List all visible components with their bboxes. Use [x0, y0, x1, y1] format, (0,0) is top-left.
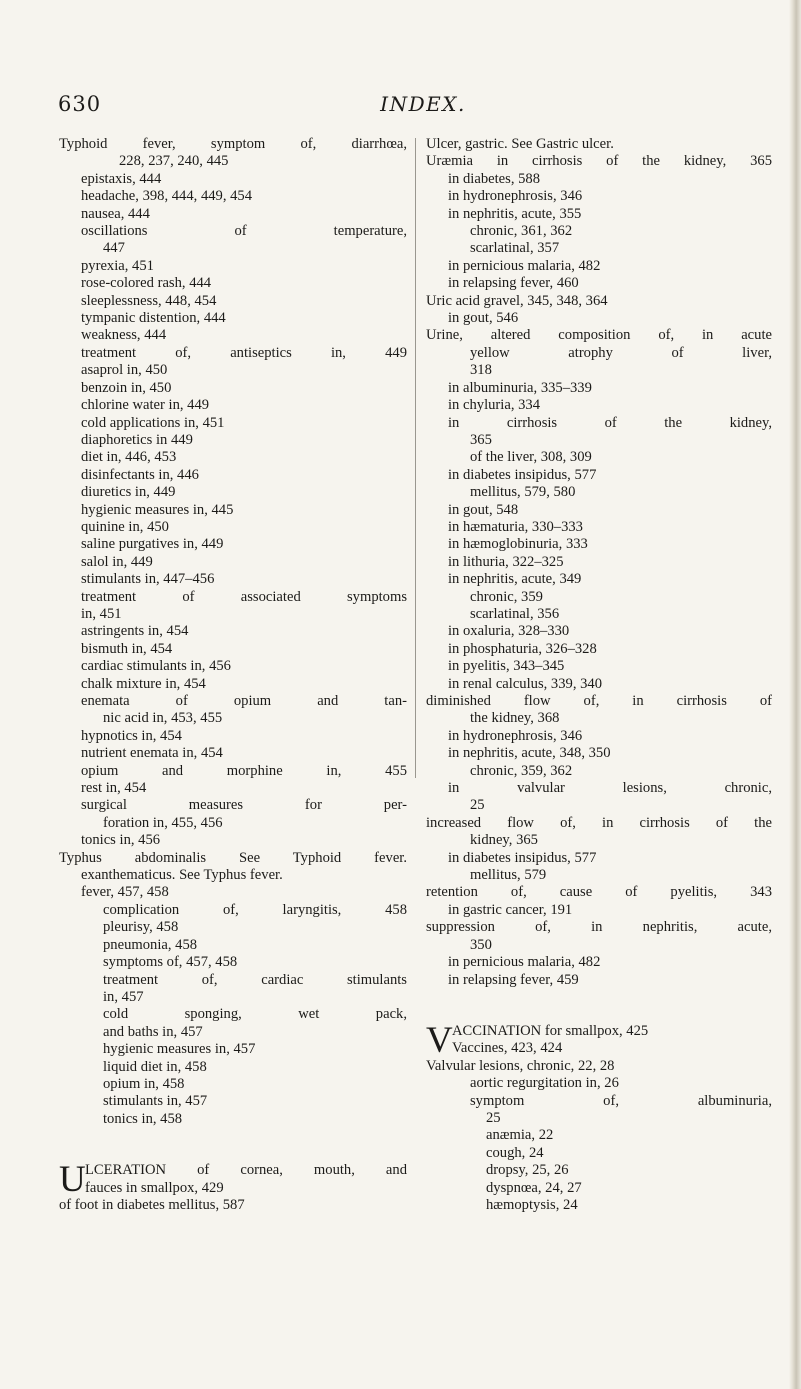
index-entry: mellitus, 579 — [470, 867, 547, 884]
index-entry: symptoms of, 457, 458 — [103, 954, 238, 971]
index-entry: in relapsing fever, 459 — [448, 971, 579, 988]
index-entry: in oxaluria, 328–330 — [448, 623, 570, 640]
index-entry: diet in, 446, 453 — [81, 449, 177, 466]
index-entry: in gastric cancer, 191 — [448, 901, 573, 918]
index-entry: oscillations of temperature, — [81, 223, 407, 240]
index-entry: 228, 237, 240, 445 — [119, 153, 229, 170]
index-entry: nic acid in, 453, 455 — [103, 710, 223, 727]
section-gap — [59, 1145, 407, 1162]
index-entry: suppression of, in nephritis, acute, — [426, 919, 772, 936]
index-entry: epistaxis, 444 — [81, 170, 162, 187]
index-entry: exanthematicus. See Typhus fever. — [81, 867, 283, 884]
index-entry: in pyelitis, 343–345 — [448, 658, 565, 675]
index-entry: complication of, laryngitis, 458 — [103, 901, 407, 918]
index-entry: yellow atrophy of liver, — [470, 344, 772, 361]
index-entry: 365 — [470, 431, 492, 448]
drop-capital: U — [59, 1159, 86, 1201]
index-entry: in gout, 548 — [448, 501, 519, 518]
index-entry-text: LCERATION of cornea, mouth, and — [85, 1162, 407, 1179]
index-entry: in relapsing fever, 460 — [448, 275, 579, 292]
index-entry: 447 — [103, 240, 125, 257]
index-entry: kidney, 365 — [470, 832, 538, 849]
index-entry: fauces in smallpox, 429 — [85, 1179, 224, 1196]
index-entry: in albuminuria, 335–339 — [448, 379, 592, 396]
index-entry: Urine, altered composition of, in acute — [426, 327, 772, 344]
index-entry: Vaccines, 423, 424 — [452, 1040, 563, 1057]
index-entry: in nephritis, acute, 349 — [448, 571, 582, 588]
column-divider — [415, 138, 416, 778]
index-entry: Uræmia in cirrhosis of the kidney, 365 — [426, 153, 772, 170]
index-entry: hæmoptysis, 24 — [486, 1196, 578, 1213]
index-entry: rose-colored rash, 444 — [81, 275, 212, 292]
index-entry: asaprol in, 450 — [81, 362, 168, 379]
index-entry: sleeplessness, 448, 454 — [81, 292, 217, 309]
index-entry: nutrient enemata in, 454 — [81, 745, 223, 762]
index-entry: hygienic measures in, 445 — [81, 501, 234, 518]
index-entry: benzoin in, 450 — [81, 379, 172, 396]
drop-capital: V — [426, 1019, 453, 1061]
index-entry: rest in, 454 — [81, 780, 147, 797]
index-entry: cold applications in, 451 — [81, 414, 225, 431]
index-entry: in pernicious malaria, 482 — [448, 257, 601, 274]
index-entry: in hæmaturia, 330–333 — [448, 518, 583, 535]
index-entry: chronic, 361, 362 — [470, 223, 573, 240]
index-entry: in diabetes insipidus, 577 — [448, 849, 597, 866]
index-entry: chronic, 359 — [470, 588, 543, 605]
index-entry: opium and morphine in, 455 — [81, 762, 407, 779]
index-entry: salol in, 449 — [81, 553, 153, 570]
index-entry: 350 — [470, 936, 492, 953]
index-entry: Typhoid fever, symptom of, diarrhœa, — [59, 136, 407, 152]
index-entry: Valvular lesions, chronic, 22, 28 — [426, 1057, 615, 1074]
index-entry: in hydronephrosis, 346 — [448, 727, 583, 744]
index-entry: diuretics in, 449 — [81, 484, 176, 501]
index-entry: nausea, 444 — [81, 205, 150, 222]
page-number: 630 — [58, 92, 102, 116]
index-entry: in nephritis, acute, 355 — [448, 205, 582, 222]
index-entry: aortic regurgitation in, 26 — [470, 1075, 619, 1092]
index-entry: 25 — [470, 797, 485, 814]
index-entry: in cirrhosis of the kidney, — [448, 414, 772, 431]
index-entry: in valvular lesions, chronic, — [448, 780, 772, 797]
index-entry: in lithuria, 322–325 — [448, 553, 564, 570]
index-entry: in gout, 546 — [448, 310, 519, 327]
index-entry: scarlatinal, 357 — [470, 240, 560, 257]
index-entry: mellitus, 579, 580 — [470, 484, 576, 501]
index-entry: in nephritis, acute, 348, 350 — [448, 745, 611, 762]
section-gap — [426, 1006, 772, 1023]
index-entry: treatment of, antiseptics in, 449 — [81, 344, 407, 361]
index-entry: tonics in, 456 — [81, 832, 161, 849]
index-entry: Typhus abdominalis See Typhoid fever. — [59, 849, 407, 866]
index-entry: cold sponging, wet pack, — [103, 1006, 407, 1023]
index-entry: treatment of, cardiac stimulants — [103, 971, 407, 988]
index-entry: pneumonia, 458 — [103, 936, 198, 953]
index-entry: diaphoretics in 449 — [81, 431, 193, 448]
index-entry: in hydronephrosis, 346 — [448, 188, 583, 205]
index-entry: of foot in diabetes mellitus, 587 — [59, 1196, 245, 1213]
index-entry: chalk mixture in, 454 — [81, 675, 206, 692]
index-entry: headache, 398, 444, 449, 454 — [81, 188, 253, 205]
index-entry: increased flow of, in cirrhosis of the — [426, 814, 772, 831]
index-entry: in pernicious malaria, 482 — [448, 954, 601, 971]
index-entry: astringents in, 454 — [81, 623, 189, 640]
index-entry: pleurisy, 458 — [103, 919, 179, 936]
index-entry: in hæmoglobinuria, 333 — [448, 536, 588, 553]
index-entry: in renal calculus, 339, 340 — [448, 675, 603, 692]
index-entry: 25 — [486, 1109, 501, 1126]
index-entry: stimulants in, 457 — [103, 1093, 208, 1110]
index-entry: dyspnœa, 24, 27 — [486, 1179, 582, 1196]
index-entry: diminished flow of, in cirrhosis of — [426, 693, 772, 709]
index-entry: quinine in, 450 — [81, 518, 169, 535]
index-entry: in diabetes insipidus, 577 — [448, 466, 597, 483]
index-column-right — [426, 136, 772, 1214]
index-entry: chlorine water in, 449 — [81, 397, 210, 414]
index-entry: of the liver, 308, 309 — [470, 449, 592, 466]
index-entry: weakness, 444 — [81, 327, 167, 344]
index-entry: fever, 457, 458 — [81, 884, 169, 901]
index-entry: treatment of associated symptoms — [81, 588, 407, 605]
index-entry: tonics in, 458 — [103, 1110, 183, 1127]
section-gap — [59, 1128, 407, 1145]
index-entry: surgical measures for per- — [81, 797, 407, 814]
index-entry: in, 457 — [103, 988, 144, 1005]
index-entry: in phosphaturia, 326–328 — [448, 640, 597, 657]
index-entry: saline purgatives in, 449 — [81, 536, 224, 553]
index-entry: 318 — [470, 362, 492, 379]
index-entry: bismuth in, 454 — [81, 640, 173, 657]
index-entry: pyrexia, 451 — [81, 257, 154, 274]
running-head: INDEX. — [380, 92, 466, 116]
index-entry: in, 451 — [81, 605, 122, 622]
index-entry: retention of, cause of pyelitis, 343 — [426, 884, 772, 901]
index-entry: the kidney, 368 — [470, 710, 560, 727]
index-column-left — [59, 136, 407, 1214]
index-entry: chronic, 359, 362 — [470, 762, 573, 779]
index-entry: Ulcer, gastric. See Gastric ulcer. — [426, 136, 614, 152]
index-entry: opium in, 458 — [103, 1075, 185, 1092]
index-entry: symptom of, albuminuria, — [470, 1092, 772, 1109]
index-entry-text: ACCINATION for smallpox, 425 — [452, 1022, 649, 1039]
page-edge — [789, 0, 801, 1389]
index-entry: scarlatinal, 356 — [470, 605, 560, 622]
index-entry: Uric acid gravel, 345, 348, 364 — [426, 292, 608, 309]
index-entry: enemata of opium and tan- — [81, 693, 407, 709]
index-entry: disinfectants in, 446 — [81, 466, 199, 483]
index-entry: liquid diet in, 458 — [103, 1058, 207, 1075]
index-entry: and baths in, 457 — [103, 1023, 203, 1040]
index-entry: in chyluria, 334 — [448, 397, 541, 414]
index-entry: cardiac stimulants in, 456 — [81, 658, 231, 675]
section-gap — [426, 989, 772, 1006]
index-entry: hygienic measures in, 457 — [103, 1041, 256, 1058]
index-entry: stimulants in, 447–456 — [81, 571, 215, 588]
index-entry: in diabetes, 588 — [448, 170, 541, 187]
index-entry: hypnotics in, 454 — [81, 727, 182, 744]
index-entry: tympanic distention, 444 — [81, 310, 226, 327]
index-entry: cough, 24 — [486, 1144, 544, 1161]
index-entry: anæmia, 22 — [486, 1127, 554, 1144]
index-entry: foration in, 455, 456 — [103, 814, 223, 831]
page-header — [58, 92, 748, 122]
index-entry: dropsy, 25, 26 — [486, 1162, 569, 1179]
